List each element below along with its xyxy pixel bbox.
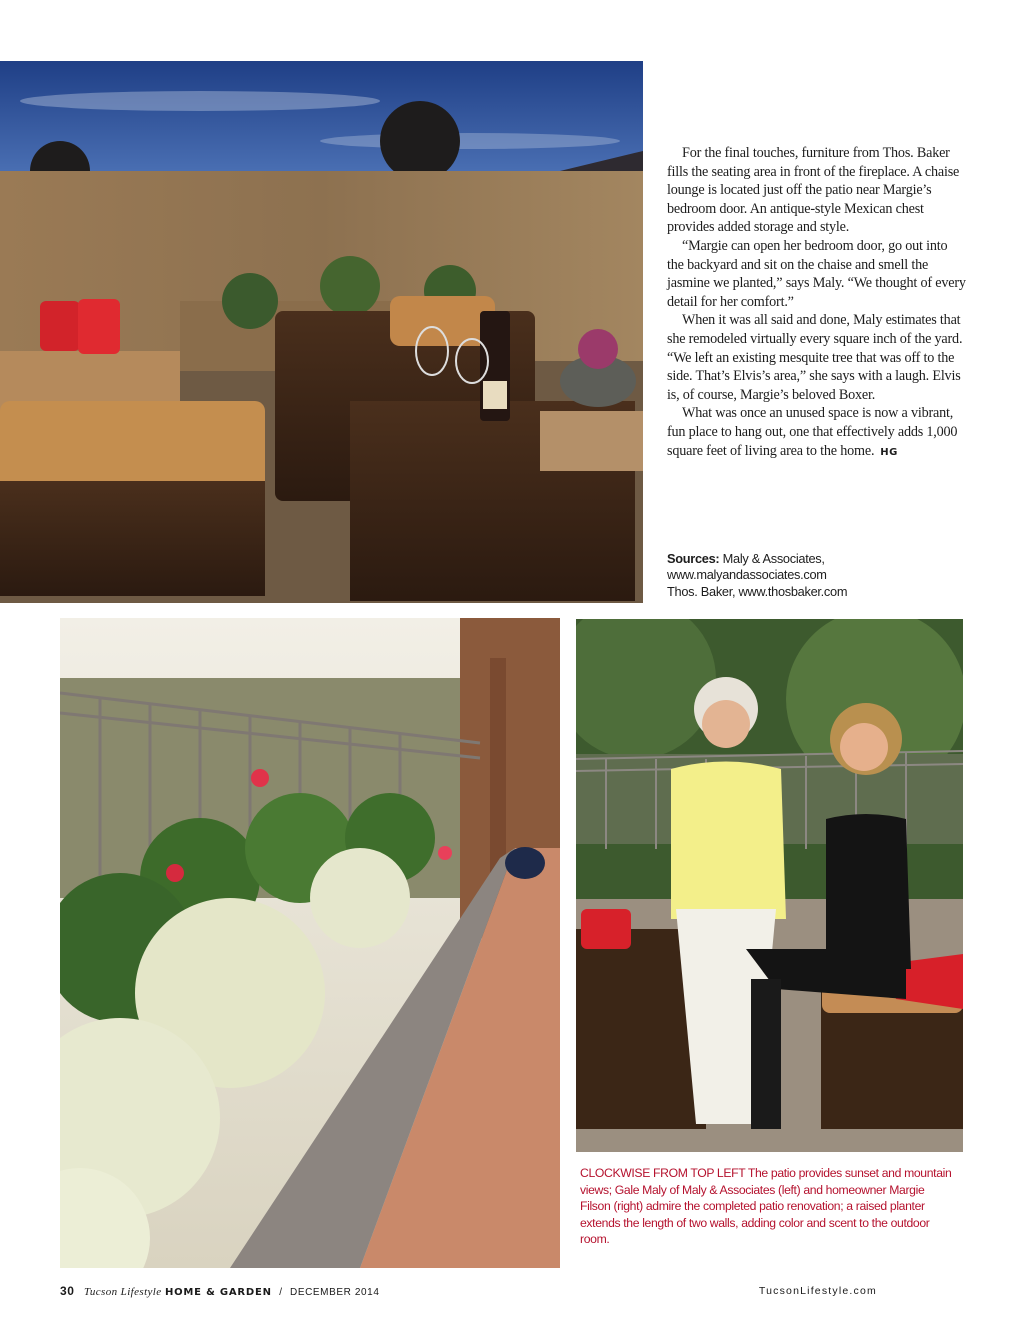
homeowner-portrait-photo — [576, 619, 963, 1152]
section-name: HOME & GARDEN — [164, 1287, 272, 1298]
website-url: TucsonLifestyle.com — [758, 1285, 877, 1297]
article-paragraph: When it was all said and done, Maly estimates that she remodeled virtually every square inch of the yard. “We left an existing mesquite tree that was off to the side. That’s Elvis’s area,” she says with a laugh. Elvis is, of course, Margie’s beloved Boxer. — [667, 312, 963, 403]
sources-label: Sources: — [667, 551, 720, 566]
patio-sunset-photo — [0, 61, 643, 603]
article-paragraph — [667, 404, 967, 462]
article-paragraph: “Margie can open her bedroom door, go out into the backyard and sit on the chaise and smell the jasmine we planted,” says Maly. “We thought of every detail for her comfort.” — [667, 237, 966, 310]
magazine-name: Tucson Lifestyle — [83, 1286, 162, 1298]
issue-date: DECEMBER 2014 — [290, 1287, 380, 1298]
folio-separator: / — [279, 1287, 283, 1298]
photo-caption: CLOCKWISE FROM TOP LEFT The patio provides sunset and mountain views; Gale Maly of Maly & Associates (left) and homeowner Margie Filson (right) admire the completed patio renovation; a raised planter extends the length of two walls, adding color and scent to the outdoor room. — [580, 1166, 952, 1247]
source-thos-baker: Thos. Baker, www.thosbaker.com — [667, 583, 848, 599]
page-number: 30 — [60, 1284, 75, 1298]
article-body — [667, 144, 967, 462]
raised-planter-photo — [60, 618, 560, 1268]
source-maly: Maly & Associates, www.malyandassociates.com — [667, 551, 827, 583]
folio — [60, 1284, 380, 1298]
end-mark: HG — [880, 446, 898, 458]
article-paragraph-text: What was once an unused space is now a vibrant, fun place to hang out, one that effectively adds 1,000 square feet of living area to the home. — [667, 405, 958, 459]
sources-block — [667, 551, 967, 600]
article-paragraph: For the final touches, furniture from Thos. Baker fills the seating area in front of the fireplace. A chaise lounge is located just off the patio near Margie’s bedroom door. An antique-style Mexican chest provides added storage and style. — [667, 145, 960, 236]
